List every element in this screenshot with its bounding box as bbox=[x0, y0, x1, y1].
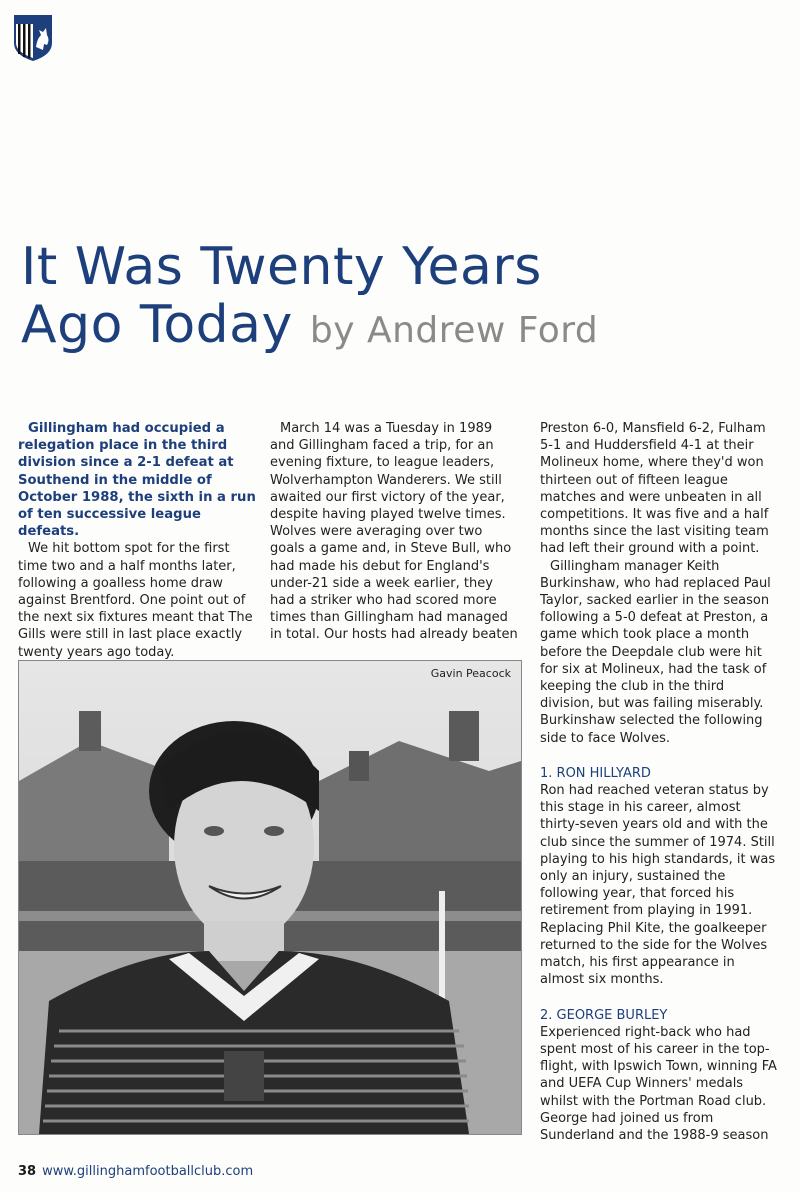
photo-caption: Gavin Peacock bbox=[430, 667, 511, 680]
body-paragraph: Gillingham manager Keith Burkinshaw, who had replaced Paul Taylor, sacked earlier in the season following a 5-0 defeat at Preston, a game which took place a month before the Deepdale club were hit for six at Molineux, had the task of keeping the club in the third division, but was failing miserably. Burkinshaw selected the following side to face Wolves. bbox=[540, 558, 771, 746]
body-paragraph: Preston 6-0, Mansfield 6-2, Fulham 5-1 and Huddersfield 4-1 at their Molineux home, where they'd won thirteen out of fifteen league matches and were unbeaten in all competitions. It was five and a half months since the last visiting team had left their ground with a point. bbox=[540, 421, 769, 557]
website-link[interactable]: www.gillinghamfootballclub.com bbox=[42, 1164, 254, 1179]
page-number: 38 bbox=[18, 1164, 37, 1179]
article-column-3 bbox=[540, 420, 778, 1144]
section-text-george-burley: Experienced right-back who had spent most of his career in the top-flight, with Ipswich Town, winning FA and UEFA Cup Winners' medals whilst with the Portman Road club. George had joined us from Sunderland and the 1988-9 season bbox=[540, 1024, 777, 1143]
author-byline: by Andrew Ford bbox=[309, 310, 599, 351]
body-paragraph: March 14 was a Tuesday in 1989 and Gillingham faced a trip, for an evening fixture, to league leaders, Wolverhampton Wanderers. We still awaited our first victory of the year, despite having played twelve times. Wolves were averaging over two goals a game and, in Steve Bull, who had made his debut for England's under-21 side a week earlier, they had a striker who had scored more times than Gillingham had managed in total. Our hosts had already beaten bbox=[270, 421, 518, 643]
article-title bbox=[21, 238, 781, 360]
article-column-1 bbox=[18, 420, 258, 661]
section-heading-ron-hillyard: 1. RON HILLYARD bbox=[540, 765, 651, 781]
body-paragraph: We hit bottom spot for the first time two and a half months later, following a goalless home draw against Brentford. One point out of the next six fixtures meant that The Gills were still in last place exactly twenty years ago today. bbox=[18, 541, 253, 660]
title-line-2 bbox=[21, 296, 781, 360]
section-heading-george-burley: 2. GEORGE BURLEY bbox=[540, 1007, 668, 1023]
lead-paragraph: Gillingham had occupied a relegation place in the third division since a 2-1 defeat at Southend in the middle of October 1988, the sixth in a run of ten successive league defeats. bbox=[18, 421, 256, 540]
article-column-2 bbox=[270, 420, 520, 644]
title-line-1: It Was Twenty Years bbox=[21, 237, 542, 297]
player-photo bbox=[18, 660, 522, 1135]
club-crest-icon bbox=[14, 15, 52, 61]
title-line-2-text: Ago Today bbox=[21, 295, 293, 355]
section-text-ron-hillyard: Ron had reached veteran status by this stage in his career, almost thirty-seven years old and with the club since the summer of 1974. Still playing to his high standards, it was only an injury, sustained the following year, that forced his retirement from playing in 1991. Replacing Phil Kite, the goalkeeper returned to the side for the Wolves match, his first appearance in almost six months. bbox=[540, 783, 776, 988]
page-footer bbox=[18, 1164, 253, 1179]
